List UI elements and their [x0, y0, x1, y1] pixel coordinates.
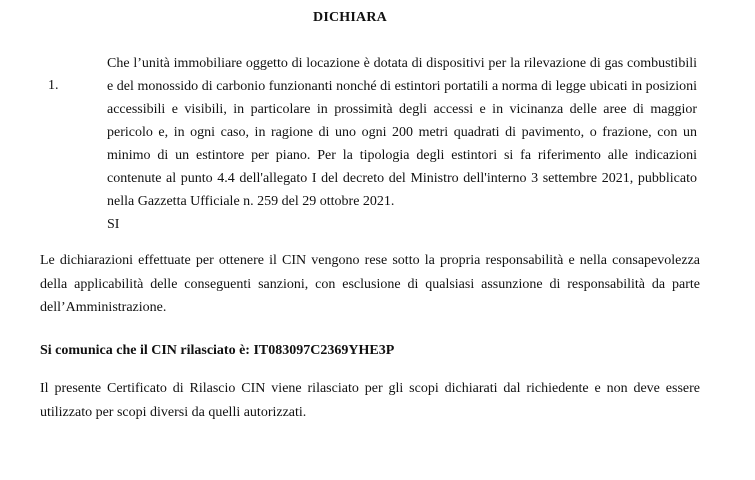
- declaration-answer: SI: [107, 217, 120, 232]
- closing-paragraph: Il presente Certificato di Rilascio CIN viene rilasciato per gli scopi dichiarati dal richiedente e non deve essere utilizzato per scopi diversi da quelli autorizzati.: [40, 381, 700, 420]
- declaration-item: [107, 52, 697, 236]
- responsibility-paragraph: Le dichiarazioni effettuate per ottenere il CIN vengono rese sotto la propria responsabilità e nella consapevolezza della applicabilità delle conseguenti sanzioni, con esclusione di qualsiasi assunzione di responsabilità da parte dell’Amministrazione.: [40, 253, 700, 315]
- document-title: DICHIARA: [313, 10, 387, 25]
- declaration-number: 1.: [48, 78, 59, 93]
- declaration-text: Che l’unità immobiliare oggetto di locazione è dotata di dispositivi per la rilevazione di gas combustibili e del monossido di carbonio funzionanti nonché di estintori portatili a norma di legge ubicati in posizioni accessibili e visibili, in particolare in prossimità degli accessi e in vicinanza delle aree di maggior pericolo e, in ogni caso, in ragione di uno ogni 200 metri quadrati di pavimento, o frazione, con un minimo di un estintore per piano. Per la tipologia degli estintori si fa riferimento alle indicazioni contenute al punto 4.4 dell'allegato I del decreto del Ministro dell'interno 3 settembre 2021, pubblicato nella Gazzetta Ufficiale n. 259 del 29 ottobre 2021.: [107, 56, 697, 209]
- cin-statement: Si comunica che il CIN rilasciato è: IT083097C2369YHE3P: [40, 343, 395, 358]
